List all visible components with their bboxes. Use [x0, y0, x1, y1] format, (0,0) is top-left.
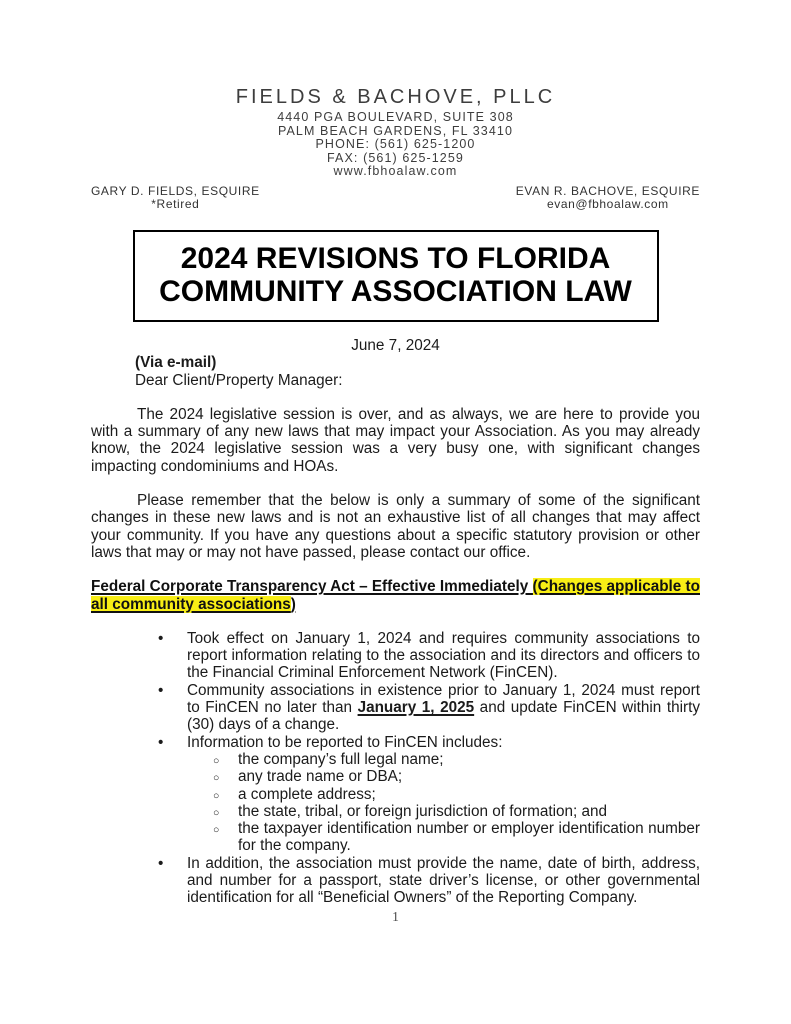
sub-list-item-text: any trade name or DBA;	[238, 768, 403, 786]
phone-line: PHONE: (561) 625-1200	[315, 137, 476, 152]
attorney-left-name: GARY D. FIELDS, ESQUIRE	[91, 183, 260, 198]
sub-list-item	[91, 803, 700, 820]
attorney-right	[516, 185, 700, 211]
paragraph-2: Please remember that the below is only a summary of some of the significant changes in these new laws and is not an exhaustive list of all changes that may affect your community. If you have any questions about a specific statutory provision or other laws that may or may not have passed, please contact our office.	[91, 492, 700, 561]
circle-bullet-icon: ○	[213, 806, 220, 819]
section-heading	[91, 578, 700, 613]
attorney-left-note: *Retired	[151, 196, 200, 211]
delivery-method: (Via e-mail)	[135, 354, 217, 372]
paragraph-1: The 2024 legislative session is over, and as always, we are here to provide you with a summary of any new laws that may impact your Association. As you may already know, the 2024 legislative session was a very busy one, with significant changes impacting condominiums and HOAs.	[91, 405, 700, 475]
document-title-line-2: COMMUNITY ASSOCIATION LAW	[159, 274, 632, 308]
bullet-icon: •	[158, 854, 164, 872]
list-item	[91, 734, 700, 751]
list-item-text: Information to be reported to FinCEN includes:	[187, 733, 503, 751]
letter-date: June 7, 2024	[351, 336, 440, 354]
section-heading-highlighted: (Changes applicable to all community associations	[91, 578, 700, 613]
attorneys-row	[91, 185, 700, 211]
letter-body	[91, 337, 700, 907]
attorney-right-name: EVAN R. BACHOVE, ESQUIRE	[515, 183, 700, 198]
list-item-text: In addition, the association must provide the name, date of birth, address, and number for a passport, state driver’s license, or other governmental identification for all “Beneficial Owners” of the Reporting Company.	[187, 854, 700, 907]
attorney-left	[91, 185, 260, 211]
sub-list-item-text: the company’s full legal name;	[238, 750, 444, 768]
document-title-box	[133, 230, 659, 322]
sub-list-item	[91, 820, 700, 855]
circle-bullet-icon: ○	[213, 772, 220, 785]
deadline-emphasis: January 1, 2025	[357, 699, 475, 717]
page-number: 1	[392, 909, 399, 924]
salutation: Dear Client/Property Manager:	[135, 371, 343, 389]
list-item	[91, 682, 700, 734]
circle-bullet-icon: ○	[213, 754, 220, 767]
bullet-icon: •	[158, 681, 164, 699]
sub-list-item	[91, 768, 700, 785]
website-line: www.fbhoalaw.com	[333, 164, 458, 179]
firm-address-block	[91, 111, 700, 179]
bullet-list	[91, 630, 700, 907]
firm-name: FIELDS & BACHOVE, PLLC	[235, 86, 556, 108]
circle-bullet-icon: ○	[213, 789, 220, 802]
address-line-city: PALM BEACH GARDENS, FL 33410	[277, 123, 514, 138]
circle-bullet-icon: ○	[213, 824, 220, 837]
attorney-right-email: evan@fbhoalaw.com	[547, 196, 669, 211]
sub-list-item	[91, 751, 700, 768]
document-title-line-1: 2024 REVISIONS TO FLORIDA	[180, 241, 611, 275]
fax-line: FAX: (561) 625-1259	[327, 150, 464, 165]
list-item-text-pre: Community associations in existence prior to January 1, 2024 must report to FinCEN no later than	[187, 681, 700, 717]
sub-list-item-text: the state, tribal, or foreign jurisdiction of formation; and	[238, 802, 608, 820]
list-item-text: Took effect on January 1, 2024 and requires community associations to report information relating to the association and its directors and officers to the Financial Criminal Enforcement Network (FinCEN).	[187, 629, 700, 682]
sub-list-item	[91, 786, 700, 803]
address-line-street: 4440 PGA BOULEVARD, SUITE 308	[277, 110, 514, 124]
sub-list-item-text: the taxpayer identification number or employer identification number for the company.	[238, 820, 700, 855]
bullet-icon: •	[158, 733, 164, 751]
list-item	[91, 630, 700, 682]
section-heading-plain: Federal Corporate Transparency Act – Effective Immediately	[91, 578, 533, 596]
list-item-text-post: and update FinCEN within thirty (30) days of a change.	[187, 699, 700, 734]
section-heading-tail: )	[290, 595, 296, 613]
letterhead	[91, 86, 700, 211]
sub-list-item-text: a complete address;	[238, 785, 376, 803]
list-item	[91, 855, 700, 907]
bullet-icon: •	[158, 629, 164, 647]
